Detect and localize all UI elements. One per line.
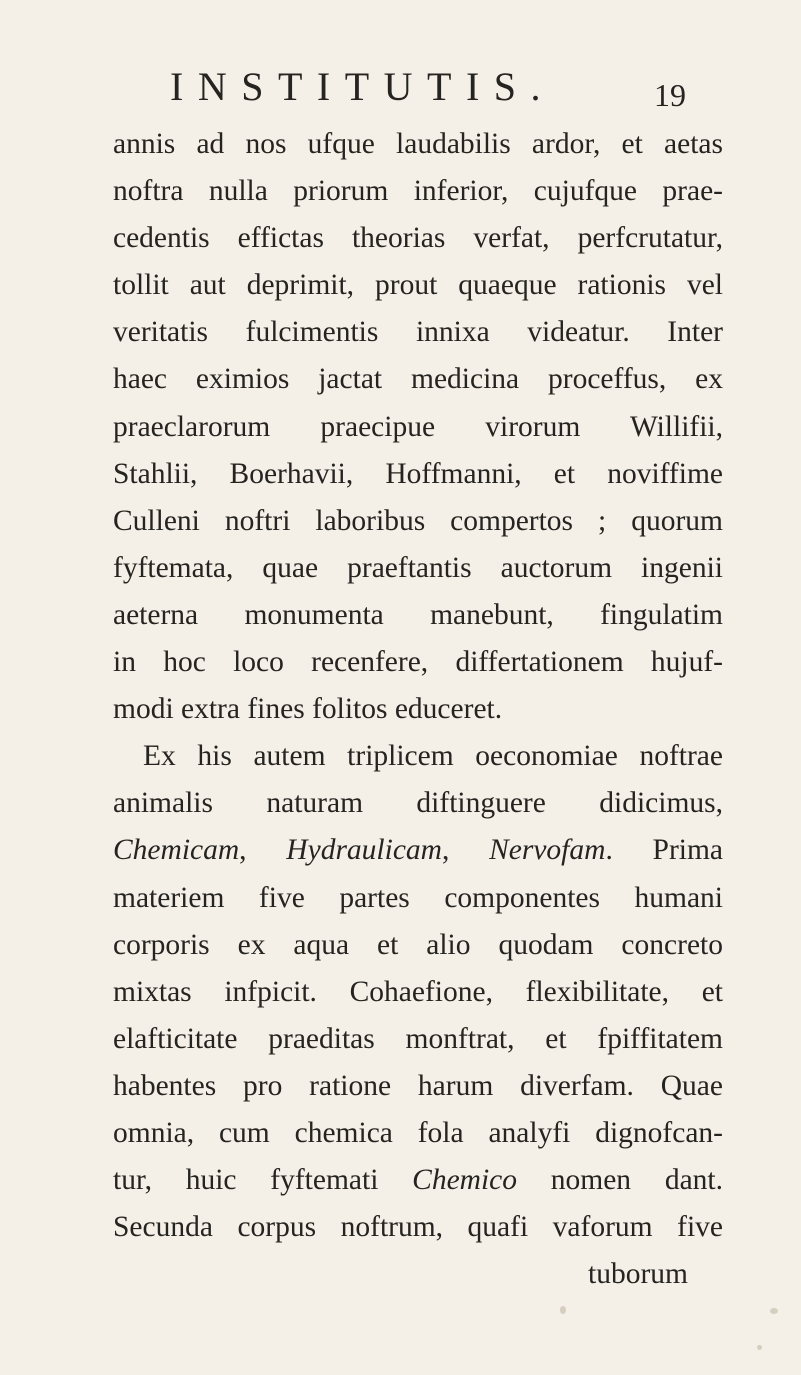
text-line-with-italics: tur, huic fyftemati Chemico nomen dant. xyxy=(113,1164,723,1197)
italic-term: Hydraulicam xyxy=(286,834,442,867)
body-text xyxy=(113,121,723,1298)
text-line: fyftemata, quae praeftantis auctorum ingenii xyxy=(113,551,723,584)
italic-term: Nervofam xyxy=(489,834,606,867)
page-header xyxy=(170,62,690,112)
text-line: materiem five partes componentes humani xyxy=(113,881,723,914)
text-line: corporis ex aqua et alio quodam concreto xyxy=(113,928,723,961)
text-line-with-italics: Chemicam, Hydraulicam, Nervofam. Prima xyxy=(113,834,724,867)
text-line: animalis naturam diftinguere didicimus, xyxy=(113,787,723,820)
text-line: mixtas infpicit. Cohaefione, flexibilitate, et xyxy=(113,975,723,1008)
text-line: Culleni noftri laboribus compertos ; quorum xyxy=(113,504,723,537)
text-line: in hoc loco recenfere, differtationem hujuf- xyxy=(113,646,723,679)
text-line: Stahlii, Boerhavii, Hoffmanni, et noviffime xyxy=(113,457,723,490)
text-line: elafticitate praeditas monftrat, et fpiffitatem xyxy=(113,1022,723,1055)
text-line: cedentis effictas theorias verfat, perfcrutatur, xyxy=(113,222,723,255)
paper-speck xyxy=(560,1306,566,1314)
text-line: haec eximios jactat medicina proceffus, ex xyxy=(113,363,723,396)
text-line: omnia, cum chemica fola analyfi dignofcan- xyxy=(113,1116,723,1149)
text-line: Secunda corpus noftrum, quafi vaforum five xyxy=(113,1211,723,1244)
paper-speck xyxy=(770,1308,778,1314)
italic-term: Chemico xyxy=(412,1164,518,1197)
text-line: veritatis fulcimentis innixa videatur. Inter xyxy=(113,316,723,349)
page-number: 19 xyxy=(654,77,686,113)
text-line: modi extra fines folitos educeret. xyxy=(113,693,503,726)
text-line: annis ad nos ufque laudabilis ardor, et aetas xyxy=(113,128,723,160)
paragraph-start-line: Ex his autem triplicem oeconomiae noftrae xyxy=(143,740,723,773)
catchword: tuborum xyxy=(588,1258,688,1291)
text-line: noftra nulla priorum inferior, cujufque prae- xyxy=(113,175,723,208)
text-line: habentes pro ratione harum diverfam. Quae xyxy=(113,1069,723,1102)
italic-term: Chemicam xyxy=(113,834,240,867)
running-title: INSTITUTIS. xyxy=(170,64,556,109)
paper-speck xyxy=(757,1345,762,1350)
text-line: tollit aut deprimit, prout quaeque rationis vel xyxy=(113,269,723,302)
text-line: praeclarorum praecipue virorum Willifii, xyxy=(113,410,723,443)
text-line: aeterna monumenta manebunt, fingulatim xyxy=(113,598,723,631)
